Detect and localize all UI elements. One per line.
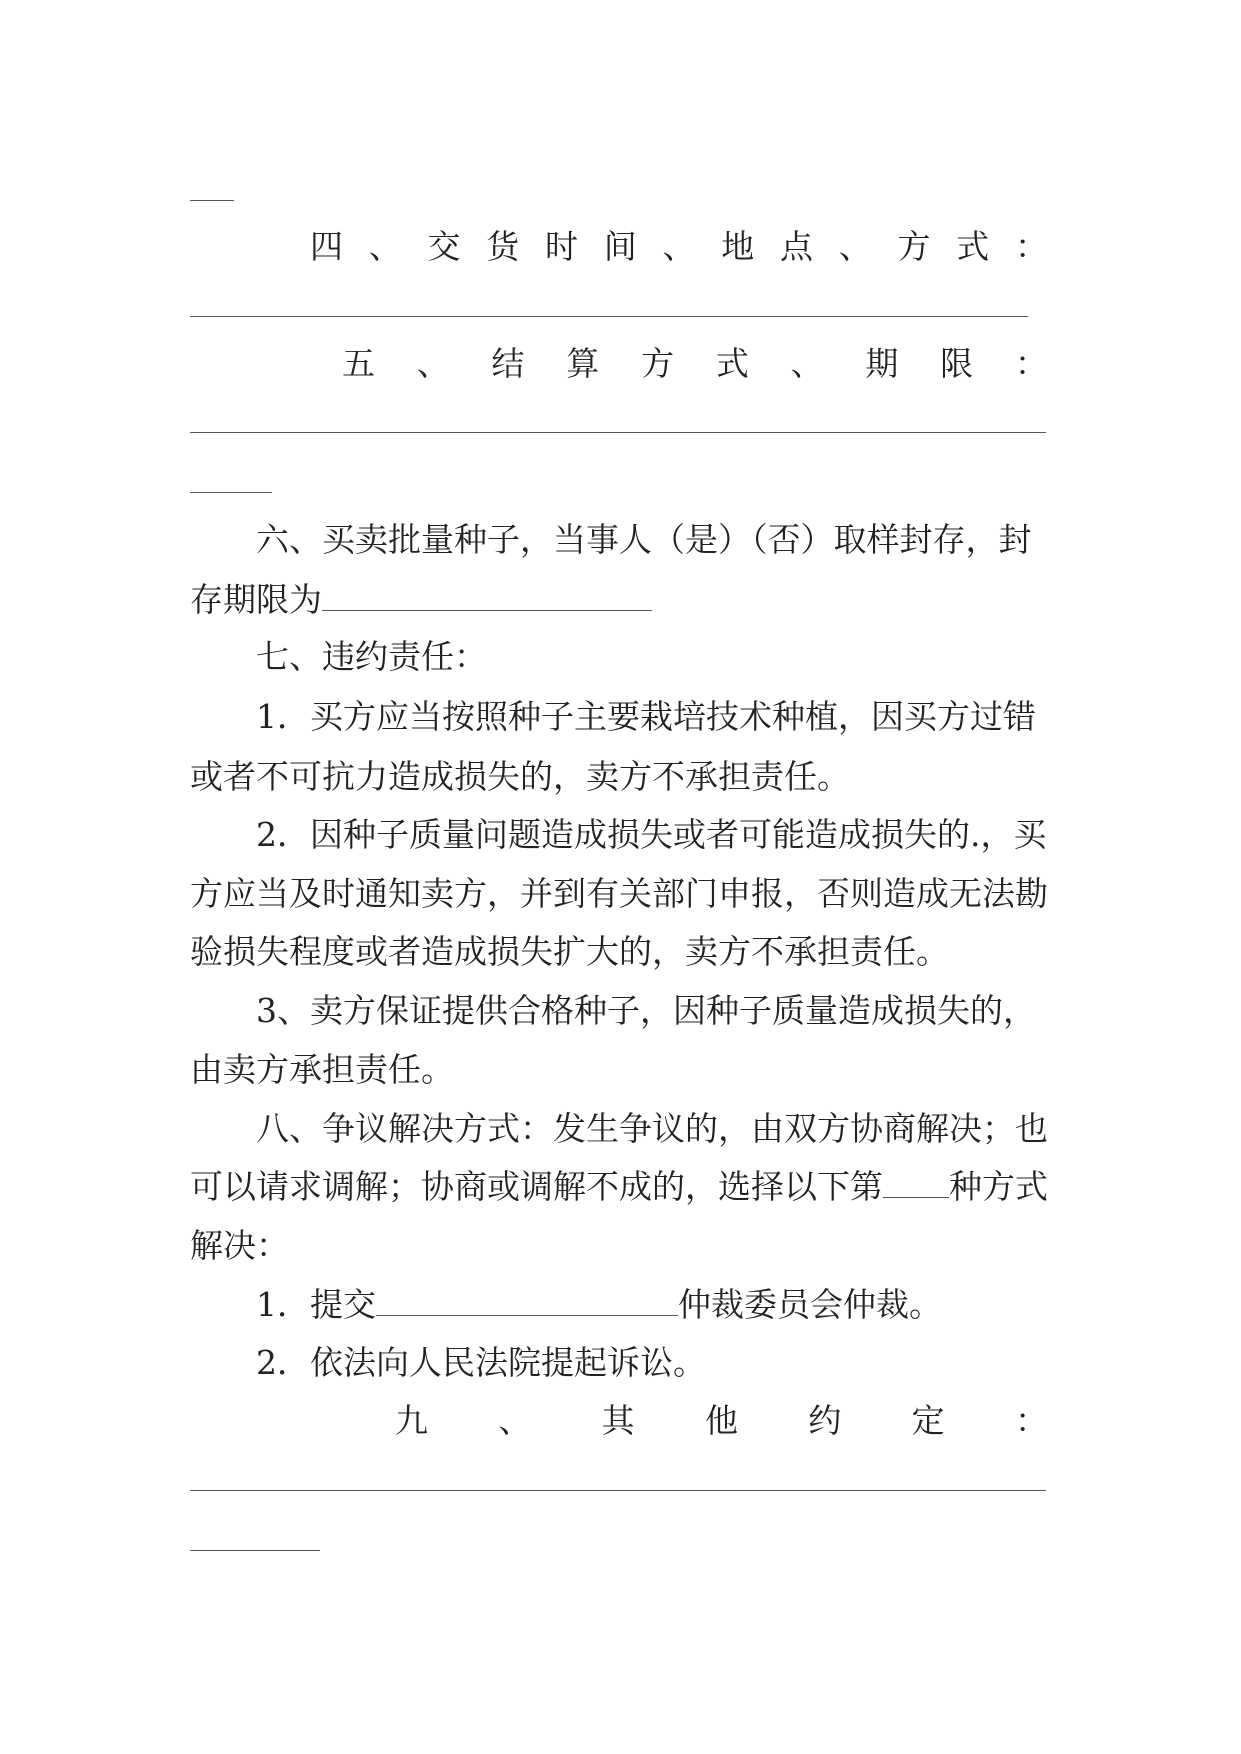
paragraph-line: 八、争议解决方式：发生争议的，由双方协商解决；也 [256, 1109, 1048, 1148]
heading-char: 、 [838, 227, 872, 266]
paragraph-line: 或者不可抗力造成损失的，卖方不承担责任。 [190, 757, 850, 796]
paragraph-text: 存期限为 [190, 580, 322, 619]
heading-char: 、 [416, 344, 450, 383]
heading-char: 四 [310, 227, 343, 266]
paragraph-line: 六、买卖批量种子，当事人（是）（否）取样封存，封 [256, 520, 1032, 559]
heading-char: 方 [897, 227, 931, 266]
heading-char: 约 [808, 1401, 842, 1440]
paragraph-line: 验损失程度或者造成损失扩大的，卖方不承担责任。 [190, 932, 949, 971]
heading-char: 点 [780, 227, 813, 266]
heading-settlement [342, 344, 1048, 384]
paragraph-text: 种方式 [949, 1167, 1048, 1206]
paragraph-line: 2．因种子质量问题造成损失或者可能造成损失的.，买 [256, 815, 1047, 854]
heading-char: 期 [865, 344, 899, 383]
heading-char: 、 [790, 344, 824, 383]
heading-char: 算 [566, 344, 600, 383]
fill-in-blank [376, 1287, 678, 1316]
paragraph-line: 由卖方承担责任。 [190, 1050, 454, 1089]
paragraph-line [256, 1285, 1124, 1325]
fill-in-rule [190, 1490, 1046, 1491]
heading-char: 交 [427, 227, 461, 266]
heading-char: 、 [662, 227, 696, 266]
fill-in-rule [190, 432, 1046, 433]
paragraph-line [190, 1167, 1058, 1207]
heading-char: 间 [603, 227, 637, 266]
heading-char: 时 [545, 227, 578, 266]
heading-char: 地 [721, 227, 755, 266]
paragraph-line: 1．买方应当按照种子主要栽培技术种植，因买方过错 [256, 697, 1036, 736]
fill-in-rule [190, 1550, 320, 1551]
heading-char: 其 [601, 1401, 635, 1440]
fill-in-rule [190, 492, 272, 493]
paragraph-line: 3、卖方保证提供合格种子，因种子质量造成损失的， [256, 991, 1036, 1030]
heading-char: 、 [368, 227, 402, 266]
heading-char: 式 [956, 227, 990, 266]
heading-char: ： [1014, 344, 1048, 383]
paragraph-text: 可以请求调解；协商或调解不成的，选择以下第 [190, 1167, 883, 1206]
heading-char: ： [1015, 227, 1048, 266]
paragraph-line: 解决： [190, 1226, 289, 1265]
paragraph-text: 仲裁委员会仲裁。 [678, 1285, 942, 1324]
heading-char: 、 [498, 1401, 532, 1440]
fill-in-rule [190, 316, 1028, 317]
paragraph-line: 方应当及时通知卖方，并到有关部门申报，否则造成无法勘 [190, 874, 1048, 913]
heading-char: 定 [911, 1401, 945, 1440]
heading-char: 他 [704, 1401, 738, 1440]
fill-in-blank [883, 1169, 949, 1198]
paragraph-text: 1．提交 [256, 1285, 376, 1324]
paragraph-line: 2．依法向人民法院提起诉讼。 [256, 1343, 706, 1382]
heading-char: ： [1014, 1401, 1048, 1440]
heading-char: 式 [715, 344, 749, 383]
heading-char: 限 [940, 344, 974, 383]
fill-in-blank [322, 582, 652, 611]
fill-in-rule [190, 200, 234, 201]
heading-other-terms [395, 1401, 1048, 1441]
heading-char: 方 [641, 344, 675, 383]
heading-delivery [310, 227, 1048, 267]
heading-char: 九 [395, 1401, 428, 1440]
heading-char: 货 [486, 227, 520, 266]
section-title: 七、违约责任： [256, 637, 487, 676]
heading-char: 结 [491, 344, 525, 383]
paragraph-line [190, 580, 1058, 620]
heading-char: 五 [342, 344, 375, 383]
